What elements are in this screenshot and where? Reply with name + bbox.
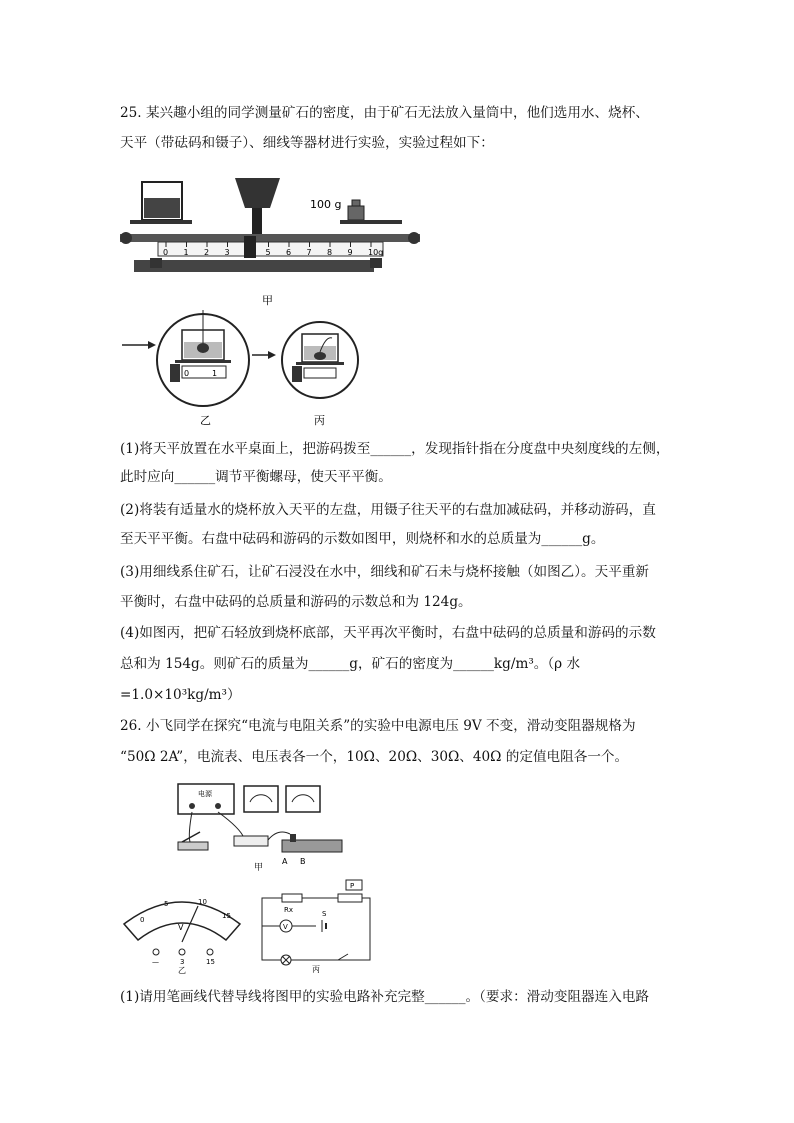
q25-p4-line3: =1.0×10³kg/m³） xyxy=(120,687,241,703)
svg-text:电源: 电源 xyxy=(198,790,212,798)
svg-text:1: 1 xyxy=(212,369,218,378)
circuit-diagram-bing xyxy=(256,876,386,974)
q25-p1-line2: 此时应向______调节平衡螺母，使天平平衡。 xyxy=(120,469,392,485)
scale-tick-label: 1 xyxy=(183,248,189,257)
caption-bing: 丙 xyxy=(314,414,325,427)
circle-bing xyxy=(282,322,358,398)
caption-26-jia: 甲 xyxy=(254,863,264,872)
svg-text:3: 3 xyxy=(180,958,185,966)
circle-yi xyxy=(157,310,249,406)
svg-text:5: 5 xyxy=(164,900,169,908)
weight-icon xyxy=(348,200,364,220)
power-supply-icon xyxy=(178,784,234,814)
ammeter-icon xyxy=(244,786,278,812)
q25-intro-line1: 25. 某兴趣小组的同学测量矿石的密度，由于矿石无法放入量筒中，他们选用水、烧杯、 xyxy=(120,105,649,121)
q25-p2-line1: (2)将装有适量水的烧杯放入天平的左盘，用镊子往天平的右盘加减砝码，并移动游码，直 xyxy=(120,502,656,518)
caption-jia: 甲 xyxy=(262,294,273,307)
q26-intro-line1: 26. 小飞同学在探究“电流与电阻关系”的实验中电源电压 9V 不变，滑动变阻器规格为 xyxy=(120,718,636,734)
svg-text:P: P xyxy=(350,882,355,890)
scale-tick-label: 3 xyxy=(224,248,230,257)
caption-26-bing: 丙 xyxy=(312,965,320,974)
q25-p1-line1: (1)将天平放置在水平桌面上，把游码拨至______，发现指针指在分度盘中央刻度线的左侧， xyxy=(120,441,670,457)
caption-yi: 乙 xyxy=(200,414,211,427)
scale-tick-label: 0 xyxy=(163,248,169,257)
resistor-icon xyxy=(234,836,268,846)
scale-tick-label: 8 xyxy=(327,248,333,257)
svg-text:B: B xyxy=(300,857,306,866)
scale-tick-label: 10g xyxy=(368,248,384,257)
svg-text:—: — xyxy=(152,958,159,966)
svg-text:10: 10 xyxy=(198,898,207,906)
svg-text:0: 0 xyxy=(140,916,145,924)
svg-text:V: V xyxy=(178,923,184,932)
scale-tick-label: 5 xyxy=(265,248,271,257)
svg-text:0: 0 xyxy=(184,369,190,378)
q26-p1-line1: (1)请用笔画线代替导线将图甲的实验电路补充完整______。（要求：滑动变阻器连入电路 xyxy=(120,989,650,1005)
svg-text:Rx: Rx xyxy=(284,906,294,914)
q25-p3-line2: 平衡时，右盘中砝码的总质量和游码的示数总和为 124g。 xyxy=(120,594,472,610)
q26-intro-line2: “50Ω 2A”，电流表、电压表各一个，10Ω、20Ω、30Ω、40Ω 的定值电阻各一个。 xyxy=(120,749,629,765)
switch-icon xyxy=(178,832,208,850)
caption-26-yi: 乙 xyxy=(178,966,186,974)
rheostat-icon xyxy=(282,834,342,866)
q25-intro-line2: 天平（带砝码和镊子）、细线等器材进行实验，实验过程如下： xyxy=(120,135,494,151)
beaker-icon xyxy=(142,182,182,220)
pointer-icon xyxy=(235,178,280,238)
q25-p4-line2: 总和为 154g。则矿石的质量为______g，矿石的密度为______kg/m³。（ρ 水 xyxy=(120,656,581,672)
q25-p3-line1: (3)用细线系住矿石，让矿石浸没在水中，细线和矿石未与烧杯接触（如图乙）。天平重新 xyxy=(120,564,650,580)
balance-figure-jia xyxy=(120,170,420,310)
circuit-figure-jia xyxy=(170,778,360,872)
svg-text:15: 15 xyxy=(222,912,231,920)
svg-text:15: 15 xyxy=(206,958,215,966)
scale-tick-label: 6 xyxy=(286,248,292,257)
q25-p4-line1: (4)如图丙，把矿石轻放到烧杯底部，天平再次平衡时，右盘中砝码的总质量和游码的示数 xyxy=(120,625,656,641)
scale-tick-label: 7 xyxy=(306,248,312,257)
svg-text:S: S xyxy=(322,910,327,918)
rider-icon xyxy=(244,236,256,258)
scale-tick-label: 9 xyxy=(347,248,353,257)
svg-text:V: V xyxy=(283,923,288,931)
svg-text:A: A xyxy=(282,857,288,866)
voltmeter-figure-yi xyxy=(118,884,246,974)
q25-p2-line2: 至天平平衡。右盘中砝码和游码的示数如图甲，则烧杯和水的总质量为______g。 xyxy=(120,531,605,547)
scale-tick-label: 2 xyxy=(204,248,210,257)
weight-label: 100 g xyxy=(310,198,342,211)
voltmeter-icon xyxy=(286,786,320,812)
beaker-figures-yi-bing xyxy=(120,300,360,430)
